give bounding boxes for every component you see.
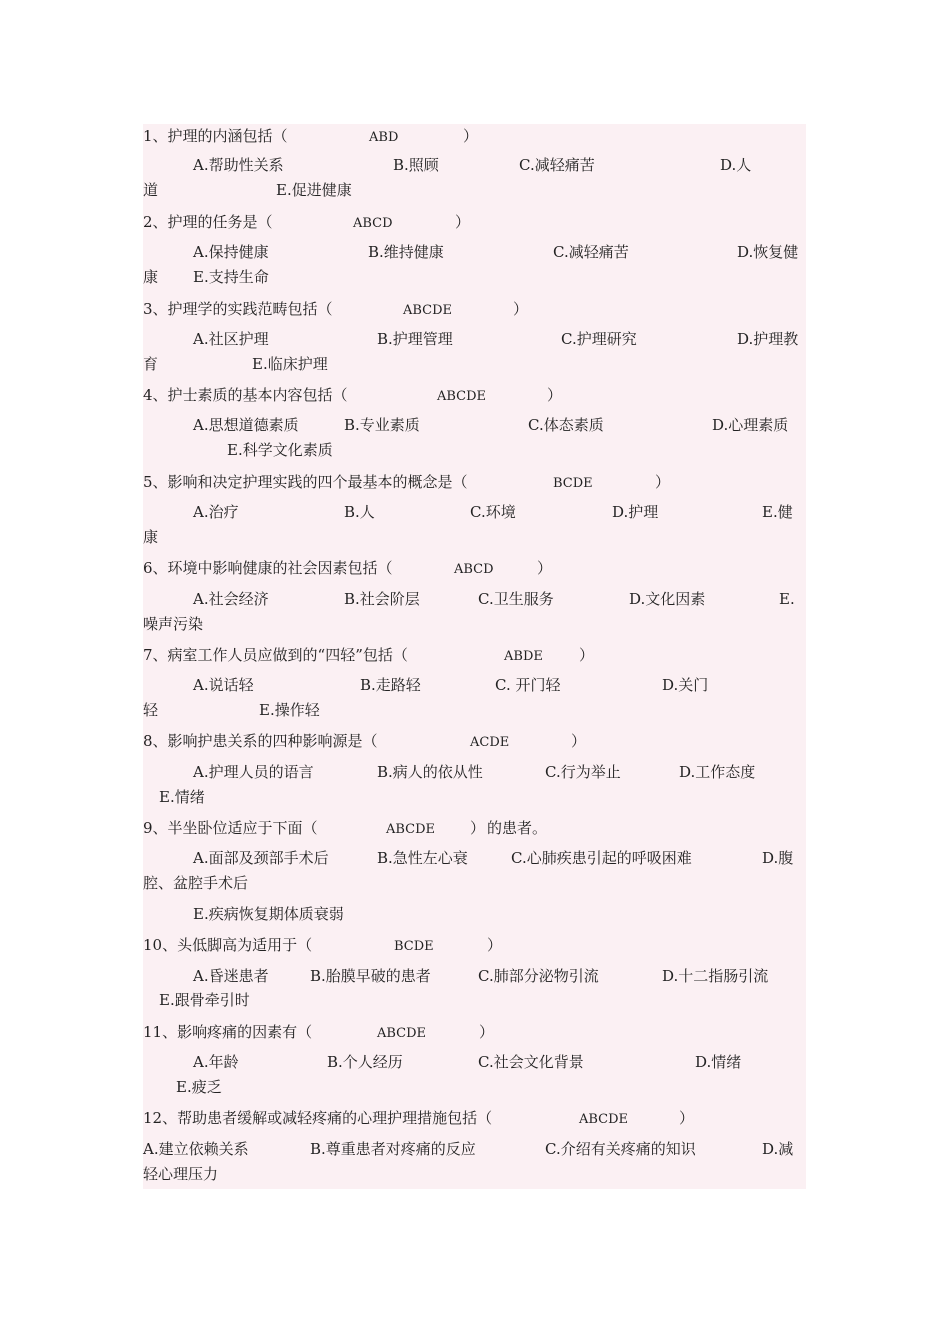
option-row bbox=[143, 675, 806, 695]
question-stem bbox=[143, 647, 806, 664]
option-text: A.治疗 bbox=[193, 503, 239, 521]
option-text: C.心肺疾患引起的呼吸困难 bbox=[511, 849, 692, 867]
question-stem bbox=[143, 937, 806, 954]
question-text: 5、影响和决定护理实践的四个最基本的概念是（ bbox=[143, 473, 468, 491]
option-row bbox=[143, 527, 806, 547]
option-text: C.社会文化背景 bbox=[478, 1053, 584, 1071]
option-text: E.支持生命 bbox=[193, 268, 269, 286]
closing-paren: ） bbox=[579, 646, 595, 664]
option-text: C.减轻痛苦 bbox=[519, 156, 595, 174]
closing-paren: ） bbox=[655, 473, 671, 491]
option-text: D.人 bbox=[720, 156, 752, 174]
answer-key: ABCD bbox=[454, 562, 494, 577]
option-text: B.病人的依从性 bbox=[377, 763, 483, 781]
option-row bbox=[143, 1139, 806, 1159]
option-text: A.思想道德素质 bbox=[193, 416, 299, 434]
option-text: E.临床护理 bbox=[252, 355, 328, 373]
question-stem bbox=[143, 1110, 806, 1127]
option-text: A.帮助性关系 bbox=[193, 156, 284, 174]
closing-paren: ） bbox=[479, 1023, 495, 1041]
option-row bbox=[143, 848, 806, 868]
option-row bbox=[143, 354, 806, 374]
closing-paren: ） bbox=[537, 559, 553, 577]
question-text: 6、环境中影响健康的社会因素包括（ bbox=[143, 559, 393, 577]
option-text: C.减轻痛苦 bbox=[553, 243, 629, 261]
option-text: E.跟骨牵引时 bbox=[159, 991, 250, 1009]
question-text: 10、头低脚高为适用于（ bbox=[143, 936, 313, 954]
option-text: B.专业素质 bbox=[344, 416, 420, 434]
option-text: E. bbox=[779, 590, 795, 608]
option-text: E.操作轻 bbox=[259, 701, 320, 719]
option-text: B.胎膜早破的患者 bbox=[310, 967, 431, 985]
option-text: A.保持健康 bbox=[193, 243, 269, 261]
option-text: D.腹 bbox=[762, 849, 794, 867]
option-text: 道 bbox=[143, 181, 159, 199]
question-stem bbox=[143, 820, 806, 837]
answer-key: ABD bbox=[369, 130, 399, 145]
option-text: 康 bbox=[143, 528, 159, 546]
option-text: D.工作态度 bbox=[679, 763, 756, 781]
option-text: B.走路轻 bbox=[360, 676, 421, 694]
closing-paren: ） bbox=[470, 819, 486, 837]
question-text: 4、护士素质的基本内容包括（ bbox=[143, 386, 348, 404]
option-text: E.情绪 bbox=[159, 788, 205, 806]
answer-key: ABCDE bbox=[437, 389, 487, 404]
option-text: A.护理人员的语言 bbox=[193, 763, 314, 781]
option-text: A.年龄 bbox=[193, 1053, 239, 1071]
option-row bbox=[143, 440, 806, 460]
answer-key: BCDE bbox=[394, 939, 434, 954]
option-row bbox=[143, 966, 806, 986]
option-text: E.科学文化素质 bbox=[227, 441, 333, 459]
option-text: E.健 bbox=[762, 503, 793, 521]
question-stem bbox=[143, 214, 806, 231]
option-row bbox=[143, 329, 806, 349]
option-text: D.护理 bbox=[612, 503, 659, 521]
option-text: 腔、盆腔手术后 bbox=[143, 874, 249, 892]
option-text: C. 开门轻 bbox=[495, 676, 561, 694]
option-text: C.介绍有关疼痛的知识 bbox=[545, 1140, 696, 1158]
option-text: D.文化因素 bbox=[629, 590, 706, 608]
question-text: 2、护理的任务是（ bbox=[143, 213, 273, 231]
option-row bbox=[143, 1052, 806, 1072]
closing-paren: ） bbox=[547, 386, 563, 404]
option-text: 噪声污染 bbox=[143, 615, 204, 633]
answer-key: ABCDE bbox=[403, 303, 453, 318]
option-text: C.行为举止 bbox=[545, 763, 621, 781]
option-row bbox=[143, 267, 806, 287]
question-text: 1、护理的内涵包括（ bbox=[143, 127, 288, 145]
option-text: 育 bbox=[143, 355, 159, 373]
option-text: B.人 bbox=[344, 503, 375, 521]
option-text: B.社会阶层 bbox=[344, 590, 420, 608]
question-text: 3、护理学的实践范畴包括（ bbox=[143, 300, 333, 318]
option-row bbox=[143, 1077, 806, 1097]
closing-paren: ） bbox=[463, 127, 479, 145]
option-text: E.疲乏 bbox=[176, 1078, 222, 1096]
option-text: D.护理教 bbox=[737, 330, 799, 348]
question-stem bbox=[143, 560, 806, 577]
option-text: 轻 bbox=[143, 701, 159, 719]
option-text: D.心理素质 bbox=[712, 416, 789, 434]
option-text: A.昏迷患者 bbox=[193, 967, 269, 985]
option-text: C.肺部分泌物引流 bbox=[478, 967, 599, 985]
option-row bbox=[143, 873, 806, 893]
question-stem bbox=[143, 733, 806, 750]
option-row bbox=[143, 700, 806, 720]
option-text: E.疾病恢复期体质衰弱 bbox=[193, 905, 344, 923]
question-text: 7、病室工作人员应做到的“四轻”包括（ bbox=[143, 646, 408, 664]
answer-key: ABCDE bbox=[579, 1112, 629, 1127]
question-tail: 的患者。 bbox=[487, 819, 548, 837]
option-text: B.照顾 bbox=[393, 156, 439, 174]
option-text: D.关门 bbox=[662, 676, 709, 694]
closing-paren: ） bbox=[487, 936, 503, 954]
option-text: B.维持健康 bbox=[368, 243, 444, 261]
answer-key: ABDE bbox=[504, 649, 543, 664]
option-row bbox=[143, 762, 806, 782]
option-row bbox=[143, 787, 806, 807]
option-row bbox=[143, 589, 806, 609]
answer-key: ABCDE bbox=[377, 1026, 427, 1041]
closing-paren: ） bbox=[679, 1109, 695, 1127]
option-text: B.护理管理 bbox=[377, 330, 453, 348]
document-page bbox=[143, 124, 806, 1189]
question-stem bbox=[143, 301, 806, 318]
option-text: 康 bbox=[143, 268, 159, 286]
option-row bbox=[143, 614, 806, 634]
option-text: D.情绪 bbox=[695, 1053, 742, 1071]
option-text: A.社区护理 bbox=[193, 330, 269, 348]
option-text: B.急性左心衰 bbox=[377, 849, 468, 867]
answer-key: ABCD bbox=[353, 216, 393, 231]
option-text: D.减 bbox=[762, 1140, 794, 1158]
option-row bbox=[143, 155, 806, 175]
question-stem bbox=[143, 387, 806, 404]
option-row bbox=[143, 502, 806, 522]
question-text: 11、影响疼痛的因素有（ bbox=[143, 1023, 313, 1041]
question-text: 8、影响护患关系的四种影响源是（ bbox=[143, 732, 378, 750]
option-text: C.体态素质 bbox=[528, 416, 604, 434]
question-text: 12、帮助患者缓解或减轻疼痛的心理护理措施包括（ bbox=[143, 1109, 493, 1127]
question-stem bbox=[143, 1024, 806, 1041]
option-text: D.恢复健 bbox=[737, 243, 799, 261]
closing-paren: ） bbox=[571, 732, 587, 750]
option-text: E.促进健康 bbox=[276, 181, 352, 199]
option-text: A.说话轻 bbox=[193, 676, 254, 694]
option-text: D.十二指肠引流 bbox=[662, 967, 769, 985]
option-text: 轻心理压力 bbox=[143, 1165, 219, 1183]
option-text: C.环境 bbox=[470, 503, 516, 521]
closing-paren: ） bbox=[513, 300, 529, 318]
option-text: A.社会经济 bbox=[193, 590, 269, 608]
answer-key: ABCDE bbox=[386, 822, 436, 837]
option-row bbox=[143, 1164, 806, 1184]
closing-paren: ） bbox=[455, 213, 471, 231]
option-row bbox=[143, 180, 806, 200]
option-row bbox=[143, 990, 806, 1010]
question-stem bbox=[143, 128, 806, 145]
question-stem bbox=[143, 474, 806, 491]
option-text: C.卫生服务 bbox=[478, 590, 554, 608]
option-row bbox=[143, 415, 806, 435]
option-text: C.护理研究 bbox=[561, 330, 637, 348]
option-row bbox=[143, 904, 806, 924]
option-row bbox=[143, 242, 806, 262]
answer-key: ACDE bbox=[470, 735, 510, 750]
option-text: B.尊重患者对疼痛的反应 bbox=[310, 1140, 476, 1158]
answer-key: BCDE bbox=[553, 476, 593, 491]
question-text: 9、半坐卧位适应于下面（ bbox=[143, 819, 318, 837]
option-text: B.个人经历 bbox=[327, 1053, 403, 1071]
option-text: A.面部及颈部手术后 bbox=[193, 849, 329, 867]
option-text: A.建立依赖关系 bbox=[143, 1140, 249, 1158]
